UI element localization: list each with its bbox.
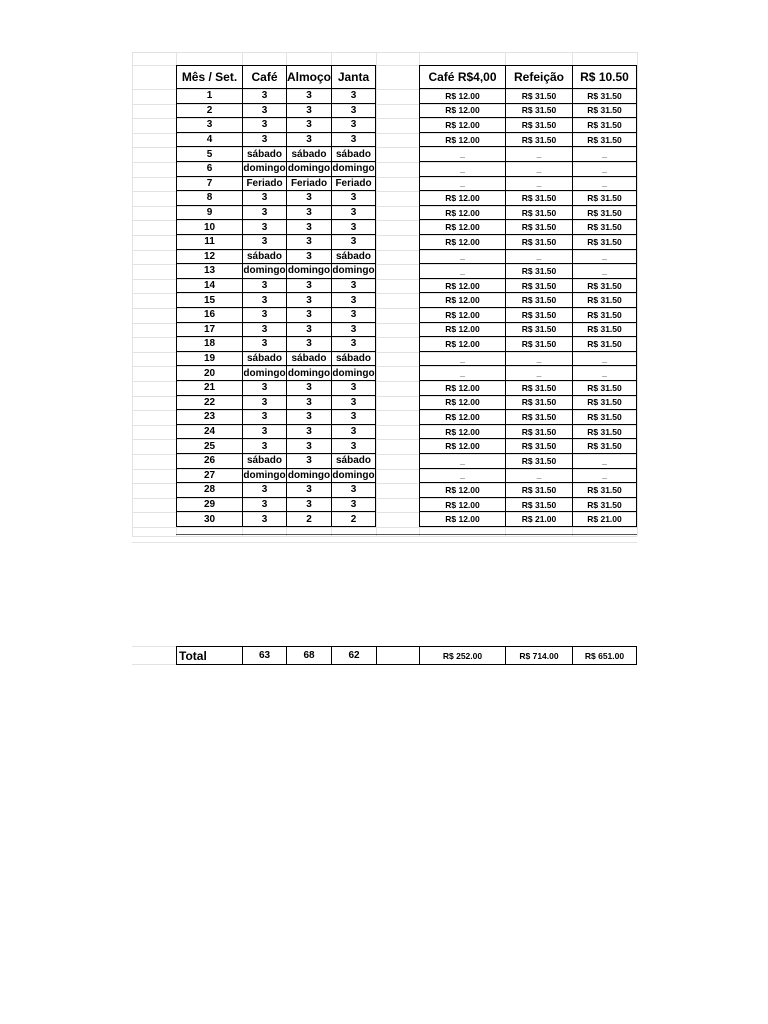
almoco-cell: 2: [286, 512, 331, 527]
cafe-value-cell: R$ 12.00: [419, 323, 505, 338]
refeicao-value-cell: R$ 31.50: [505, 381, 572, 396]
refeicao-value-cell: R$ 31.50: [505, 308, 572, 323]
cafe-value-cell: _: [419, 366, 505, 381]
total-refeicao-sum: R$ 714.00: [505, 646, 572, 665]
almoco-header: Almoço: [286, 65, 331, 89]
price-1050-value-cell: R$ 31.50: [572, 396, 637, 411]
price-1050-value-cell: R$ 31.50: [572, 191, 637, 206]
day-cell: 11: [176, 235, 242, 250]
day-cell: 8: [176, 191, 242, 206]
refeicao-value-cell: R$ 31.50: [505, 89, 572, 104]
day-cell: 28: [176, 483, 242, 498]
cafe-cell: 3: [242, 279, 286, 294]
janta-cell: 3: [331, 191, 376, 206]
almoco-cell: 3: [286, 293, 331, 308]
almoco-cell: 3: [286, 396, 331, 411]
janta-cell: 3: [331, 498, 376, 513]
day-cell: 22: [176, 396, 242, 411]
day-cell: 6: [176, 162, 242, 177]
refeicao-value-cell: R$ 31.50: [505, 104, 572, 119]
cafe-cell: domingo: [242, 264, 286, 279]
almoco-cell: 3: [286, 308, 331, 323]
total-almoco: 68: [286, 646, 331, 665]
cafe-value-cell: R$ 12.00: [419, 191, 505, 206]
cafe-value-cell: R$ 12.00: [419, 337, 505, 352]
cafe-cell: 3: [242, 89, 286, 104]
day-cell: 14: [176, 279, 242, 294]
gridline: [376, 52, 377, 536]
day-cell: 27: [176, 469, 242, 484]
janta-cell: 3: [331, 410, 376, 425]
cafe-cell: 3: [242, 191, 286, 206]
refeicao-value-cell: R$ 31.50: [505, 425, 572, 440]
price-1050-value-cell: R$ 31.50: [572, 220, 637, 235]
almoco-cell: 3: [286, 133, 331, 148]
day-cell: 30: [176, 512, 242, 527]
cafe-cell: 3: [242, 293, 286, 308]
month-header: Mês / Set.: [176, 65, 242, 89]
refeicao-value-cell: R$ 31.50: [505, 206, 572, 221]
price-1050-value-cell: R$ 31.50: [572, 381, 637, 396]
cafe-value-cell: R$ 12.00: [419, 410, 505, 425]
almoco-cell: 3: [286, 323, 331, 338]
refeicao-value-cell: R$ 31.50: [505, 396, 572, 411]
price-1050-value-cell: R$ 31.50: [572, 279, 637, 294]
cafe-cell: 3: [242, 235, 286, 250]
cafe-value-cell: R$ 12.00: [419, 512, 505, 527]
price-1050-value-cell: R$ 31.50: [572, 337, 637, 352]
refeicao-value-cell: R$ 31.50: [505, 439, 572, 454]
janta-cell: sábado: [331, 454, 376, 469]
cafe-cell: domingo: [242, 469, 286, 484]
gridline: [132, 52, 133, 536]
day-cell: 7: [176, 177, 242, 192]
janta-cell: sábado: [331, 147, 376, 162]
cafe-cell: 3: [242, 118, 286, 133]
cafe-cell: 3: [242, 483, 286, 498]
day-cell: 24: [176, 425, 242, 440]
cafe-cell: 3: [242, 512, 286, 527]
cafe-value-cell: _: [419, 162, 505, 177]
day-cell: 16: [176, 308, 242, 323]
gridline: [132, 542, 637, 543]
refeicao-value-cell: R$ 21.00: [505, 512, 572, 527]
spreadsheet: [132, 52, 637, 536]
janta-cell: sábado: [331, 352, 376, 367]
janta-cell: 3: [331, 220, 376, 235]
cafe-cell: domingo: [242, 162, 286, 177]
cafe-value-cell: R$ 12.00: [419, 293, 505, 308]
price-1050-value-cell: R$ 31.50: [572, 498, 637, 513]
cafe-value-cell: _: [419, 264, 505, 279]
price-1050-value-cell: R$ 31.50: [572, 323, 637, 338]
almoco-cell: 3: [286, 454, 331, 469]
almoco-cell: sábado: [286, 147, 331, 162]
janta-cell: 3: [331, 133, 376, 148]
cafe-cell: 3: [242, 220, 286, 235]
janta-cell: 3: [331, 425, 376, 440]
cafe-value-cell: _: [419, 147, 505, 162]
cafe-cell: 3: [242, 396, 286, 411]
cafe-value-cell: R$ 12.00: [419, 220, 505, 235]
cafe-value-cell: _: [419, 469, 505, 484]
day-cell: 2: [176, 104, 242, 119]
refeicao-value-cell: R$ 31.50: [505, 410, 572, 425]
price-1050-value-cell: R$ 31.50: [572, 308, 637, 323]
janta-cell: 2: [331, 512, 376, 527]
gridline: [132, 52, 637, 53]
janta-cell: Feriado: [331, 177, 376, 192]
cafe-cell: 3: [242, 425, 286, 440]
almoco-cell: 3: [286, 89, 331, 104]
janta-header: Janta: [331, 65, 376, 89]
total-cafe-sum: R$ 252.00: [419, 646, 505, 665]
cafe-value-cell: R$ 12.00: [419, 104, 505, 119]
almoco-cell: 3: [286, 118, 331, 133]
price-1050-value-cell: _: [572, 250, 637, 265]
janta-cell: 3: [331, 89, 376, 104]
cafe-value-cell: R$ 12.00: [419, 498, 505, 513]
total-cafe: 63: [242, 646, 286, 665]
cafe-cell: 3: [242, 337, 286, 352]
refeicao-value-cell: _: [505, 147, 572, 162]
janta-cell: 3: [331, 279, 376, 294]
janta-cell: 3: [331, 293, 376, 308]
almoco-cell: domingo: [286, 469, 331, 484]
day-cell: 9: [176, 206, 242, 221]
cafe-cell: sábado: [242, 250, 286, 265]
price-1050-value-cell: R$ 31.50: [572, 293, 637, 308]
janta-cell: 3: [331, 235, 376, 250]
refeicao-value-cell: R$ 31.50: [505, 498, 572, 513]
price-1050-value-cell: R$ 31.50: [572, 483, 637, 498]
almoco-cell: 3: [286, 337, 331, 352]
cafe-value-cell: R$ 12.00: [419, 381, 505, 396]
cafe-value-cell: R$ 12.00: [419, 89, 505, 104]
total-label: Total: [176, 646, 242, 665]
janta-cell: domingo: [331, 162, 376, 177]
almoco-cell: domingo: [286, 366, 331, 381]
almoco-cell: 3: [286, 439, 331, 454]
almoco-cell: 3: [286, 483, 331, 498]
refeicao-header: Refeição: [505, 65, 572, 89]
day-cell: 17: [176, 323, 242, 338]
cafe-value-cell: R$ 12.00: [419, 425, 505, 440]
cafe-cell: 3: [242, 498, 286, 513]
janta-cell: 3: [331, 323, 376, 338]
price-1050-value-cell: _: [572, 352, 637, 367]
day-cell: 5: [176, 147, 242, 162]
janta-cell: 3: [331, 396, 376, 411]
price-1050-value-cell: _: [572, 162, 637, 177]
janta-cell: 3: [331, 308, 376, 323]
price-1050-value-cell: _: [572, 469, 637, 484]
price-1050-value-cell: R$ 31.50: [572, 133, 637, 148]
day-cell: 21: [176, 381, 242, 396]
cafe-value-cell: R$ 12.00: [419, 308, 505, 323]
refeicao-value-cell: R$ 31.50: [505, 220, 572, 235]
cafe-value-cell: _: [419, 250, 505, 265]
day-cell: 3: [176, 118, 242, 133]
print-area-border: [176, 534, 637, 535]
cafe-cell: sábado: [242, 147, 286, 162]
almoco-cell: sábado: [286, 352, 331, 367]
janta-cell: sábado: [331, 250, 376, 265]
price-1050-value-cell: R$ 31.50: [572, 235, 637, 250]
almoco-cell: domingo: [286, 264, 331, 279]
janta-cell: 3: [331, 483, 376, 498]
cafe-cell: sábado: [242, 454, 286, 469]
janta-cell: 3: [331, 439, 376, 454]
day-cell: 18: [176, 337, 242, 352]
cafe-cell: 3: [242, 381, 286, 396]
cafe-cell: 3: [242, 308, 286, 323]
janta-cell: 3: [331, 337, 376, 352]
cafe-cell: 3: [242, 410, 286, 425]
total-price-1050-sum: R$ 651.00: [572, 646, 637, 665]
cafe-value-cell: _: [419, 454, 505, 469]
refeicao-value-cell: R$ 31.50: [505, 264, 572, 279]
gridline: [132, 536, 637, 537]
price-1050-value-cell: R$ 31.50: [572, 206, 637, 221]
janta-cell: domingo: [331, 469, 376, 484]
price-1050-value-cell: R$ 31.50: [572, 410, 637, 425]
cafe-cell: 3: [242, 104, 286, 119]
cafe-cell: Feriado: [242, 177, 286, 192]
cafe-cell: domingo: [242, 366, 286, 381]
day-cell: 15: [176, 293, 242, 308]
day-cell: 10: [176, 220, 242, 235]
day-cell: 1: [176, 89, 242, 104]
day-cell: 4: [176, 133, 242, 148]
day-cell: 19: [176, 352, 242, 367]
cafe-value-cell: R$ 12.00: [419, 235, 505, 250]
almoco-cell: 3: [286, 191, 331, 206]
cafe-cell: 3: [242, 439, 286, 454]
cafe-value-cell: R$ 12.00: [419, 118, 505, 133]
refeicao-value-cell: R$ 31.50: [505, 133, 572, 148]
cafe-value-cell: R$ 12.00: [419, 206, 505, 221]
cafe-value-cell: R$ 12.00: [419, 279, 505, 294]
price-1050-value-cell: _: [572, 366, 637, 381]
day-cell: 23: [176, 410, 242, 425]
janta-cell: 3: [331, 206, 376, 221]
cafe-value-cell: R$ 12.00: [419, 439, 505, 454]
almoco-cell: domingo: [286, 162, 331, 177]
refeicao-value-cell: R$ 31.50: [505, 191, 572, 206]
refeicao-value-cell: _: [505, 469, 572, 484]
refeicao-value-cell: _: [505, 352, 572, 367]
price-1050-value-cell: _: [572, 264, 637, 279]
cafe-cell: sábado: [242, 352, 286, 367]
gridline: [637, 52, 638, 536]
price-1050-value-cell: _: [572, 177, 637, 192]
janta-cell: 3: [331, 381, 376, 396]
total-janta: 62: [331, 646, 376, 665]
cafe-cell: 3: [242, 206, 286, 221]
price-1050-value-cell: R$ 31.50: [572, 89, 637, 104]
cafe-value-cell: _: [419, 177, 505, 192]
janta-cell: 3: [331, 104, 376, 119]
price-1050-value-cell: R$ 31.50: [572, 439, 637, 454]
price-1050-header: R$ 10.50: [572, 65, 637, 89]
refeicao-value-cell: _: [505, 250, 572, 265]
refeicao-value-cell: _: [505, 177, 572, 192]
almoco-cell: 3: [286, 206, 331, 221]
refeicao-value-cell: R$ 31.50: [505, 118, 572, 133]
cafe-value-cell: R$ 12.00: [419, 396, 505, 411]
cafe-cell: 3: [242, 323, 286, 338]
almoco-cell: 3: [286, 235, 331, 250]
price-1050-value-cell: R$ 31.50: [572, 118, 637, 133]
almoco-cell: 3: [286, 410, 331, 425]
janta-cell: domingo: [331, 366, 376, 381]
refeicao-value-cell: R$ 31.50: [505, 483, 572, 498]
almoco-cell: Feriado: [286, 177, 331, 192]
day-cell: 29: [176, 498, 242, 513]
almoco-cell: 3: [286, 220, 331, 235]
cafe-header: Café: [242, 65, 286, 89]
refeicao-value-cell: _: [505, 366, 572, 381]
cafe-price-header: Café R$4,00: [419, 65, 505, 89]
totals-row: [132, 646, 637, 665]
gridline: [132, 527, 637, 528]
cafe-value-cell: R$ 12.00: [419, 483, 505, 498]
day-cell: 13: [176, 264, 242, 279]
refeicao-value-cell: R$ 31.50: [505, 337, 572, 352]
refeicao-value-cell: R$ 31.50: [505, 279, 572, 294]
almoco-cell: 3: [286, 250, 331, 265]
janta-cell: domingo: [331, 264, 376, 279]
cafe-value-cell: _: [419, 352, 505, 367]
almoco-cell: 3: [286, 279, 331, 294]
day-cell: 25: [176, 439, 242, 454]
price-1050-value-cell: _: [572, 147, 637, 162]
cafe-cell: 3: [242, 133, 286, 148]
refeicao-value-cell: R$ 31.50: [505, 323, 572, 338]
price-1050-value-cell: R$ 31.50: [572, 425, 637, 440]
refeicao-value-cell: R$ 31.50: [505, 454, 572, 469]
cafe-value-cell: R$ 12.00: [419, 133, 505, 148]
janta-cell: 3: [331, 118, 376, 133]
refeicao-value-cell: _: [505, 162, 572, 177]
refeicao-value-cell: R$ 31.50: [505, 235, 572, 250]
day-cell: 20: [176, 366, 242, 381]
empty-cell: [376, 646, 419, 665]
almoco-cell: 3: [286, 425, 331, 440]
price-1050-value-cell: _: [572, 454, 637, 469]
almoco-cell: 3: [286, 104, 331, 119]
day-cell: 12: [176, 250, 242, 265]
day-cell: 26: [176, 454, 242, 469]
refeicao-value-cell: R$ 31.50: [505, 293, 572, 308]
price-1050-value-cell: R$ 31.50: [572, 104, 637, 119]
almoco-cell: 3: [286, 381, 331, 396]
almoco-cell: 3: [286, 498, 331, 513]
price-1050-value-cell: R$ 21.00: [572, 512, 637, 527]
